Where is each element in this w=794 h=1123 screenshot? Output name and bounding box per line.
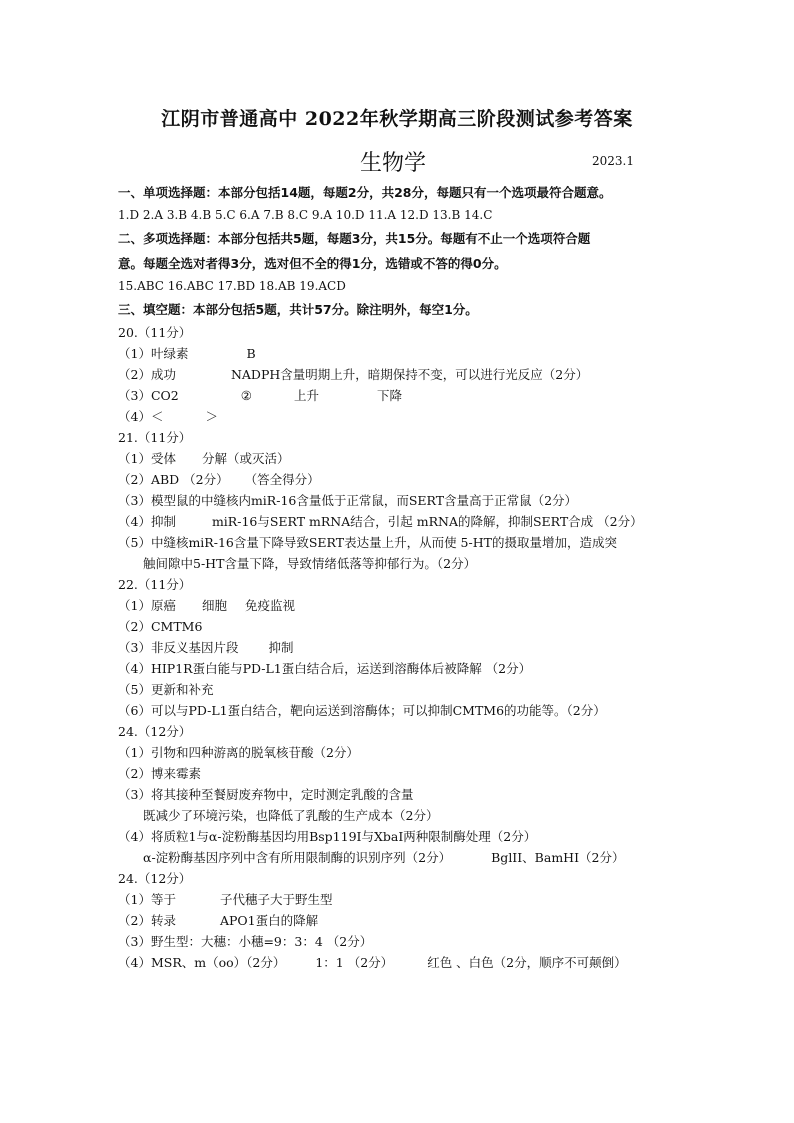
answer-line: （1）引物和四种游离的脱氧核苷酸（2分） [118, 745, 359, 760]
answer-text: ＞ [205, 409, 218, 424]
exam-date: 2023.1 [592, 154, 634, 168]
answer-line: （3）野生型：大穗：小穗=9：3：4 （2分） [118, 934, 373, 949]
answer-line [118, 343, 683, 364]
answer-text: 红色 、白色（2分，顺序不可颠倒） [427, 955, 627, 970]
answer-line [118, 511, 683, 532]
section1-heading: 一、单项选择题：本部分包括14题，每题2分，共28分，每题只有一个选项最符合题意。 [118, 185, 612, 200]
answer-line: （4）HIP1R蛋白能与PD-L1蛋白结合后，运送到溶酶体后被降解 （2分） [118, 661, 532, 676]
answer-line [118, 889, 683, 910]
section3-heading: 三、填空题：本部分包括5题，共计57分。除注明外，每空1分。 [118, 302, 478, 317]
answer-line: （6）可以与PD-L1蛋白结合，靶向运送到溶酶体；可以抑制CMTM6的功能等。（2分） [118, 703, 606, 718]
answer-line [118, 595, 683, 616]
answer-text: 上升 [293, 388, 319, 403]
answer-line [118, 910, 683, 931]
answer-text: α-淀粉酶基因序列中含有所用限制酶的识别序列（2分） [143, 850, 452, 865]
question-title: 24.（12分） [118, 724, 192, 739]
answer-text: （1）受体 [118, 451, 176, 466]
answer-text: （1）等于 [118, 892, 176, 907]
answer-line: （3）模型鼠的中缝核内miR-16含量低于正常鼠，而SERT含量高于正常鼠（2分） [118, 493, 578, 508]
answer-line: （5）中缝核miR-16含量下降导致SERT表达量上升，从而使 5-HT的摄取量增加，造成突 [118, 535, 617, 550]
answer-line [118, 448, 683, 469]
answer-text: 子代穗子大于野生型 [219, 892, 333, 907]
subject-title: 生物学 [360, 151, 427, 176]
answer-text: （4）抑制 [118, 514, 176, 529]
answer-text: （2）ABD （2分） [118, 472, 229, 487]
answer-text: （1）叶绿素 [118, 346, 189, 361]
answer-line [118, 952, 683, 973]
section2-answers: 15.ABC 16.ABC 17.BD 18.AB 19.ACD [118, 279, 346, 293]
answer-text: 抑制 [268, 640, 294, 655]
answer-text: （4）MSR、m（oo）（2分） [118, 955, 286, 970]
answer-line [118, 847, 683, 868]
answer-text: miR-16与SERT mRNA结合，引起 mRNA的降解，抑制SERT合成 （2分） [211, 514, 643, 529]
answer-text: ② [240, 388, 252, 403]
question-title: 20.（11分） [118, 325, 192, 340]
answer-text: （3）非反义基因片段 [118, 640, 239, 655]
answer-text: （2）成功 [118, 367, 176, 382]
question-title: 21.（11分） [118, 430, 192, 445]
answer-line: （2）CMTM6 [118, 619, 203, 634]
answer-line [118, 469, 683, 490]
answer-text: APO1蛋白的降解 [219, 913, 319, 928]
section1-answers: 1.D 2.A 3.B 4.B 5.C 6.A 7.B 8.C 9.A 10.D 11.A 12.D 13.B 14.C [118, 208, 493, 222]
answer-line: 既减少了环境污染，也降低了乳酸的生产成本（2分） [143, 808, 439, 823]
answer-text: 1：1 （2分） [315, 955, 394, 970]
section2-heading-line2: 意。每题全选对者得3分，选对但不全的得1分，选错或不答的得0分。 [118, 256, 507, 271]
answer-text: 下降 [376, 388, 402, 403]
answer-line: （2）博来霉素 [118, 766, 201, 781]
answer-text: BglII、BamHⅠ（2分） [491, 850, 625, 865]
page-title: 江阴市普通高中 2022年秋学期高三阶段测试参考答案 [161, 108, 633, 130]
answer-line [118, 637, 683, 658]
answer-text: （答全得分） [244, 472, 320, 487]
answer-text: （4）＜ [118, 409, 164, 424]
answer-text: （2）转录 [118, 913, 176, 928]
answer-content [118, 180, 683, 973]
answer-line [118, 406, 683, 427]
answer-line: （3）将其接种至餐厨废弃物中，定时测定乳酸的含量 [118, 787, 414, 802]
answer-text: （3）CO2 [118, 388, 179, 403]
answer-line: （5）更新和补充 [118, 682, 214, 697]
answer-line [118, 364, 683, 385]
answer-text: 细胞 [201, 598, 227, 613]
question-title: 22.（11分） [118, 577, 192, 592]
answer-text: NADPH含量明期上升，暗期保持不变，可以进行光反应（2分） [230, 367, 589, 382]
answer-text: 分解（或灭活） [201, 451, 290, 466]
answer-line [118, 385, 683, 406]
answer-text: 免疫监视 [244, 598, 295, 613]
section2-heading-line1: 二、多项选择题：本部分包括共5题，每题3分，共15分。每题有不止一个选项符合题 [118, 231, 591, 246]
answer-line: 触间隙中5-HT含量下降，导致情绪低落等抑郁行为。（2分） [143, 556, 477, 571]
question-title: 24.（12分） [118, 871, 192, 886]
answer-text: （1）原癌 [118, 598, 176, 613]
answer-line: （4）将质粒1与α-淀粉酶基因均用Bsp119Ⅰ与XbaⅠ两种限制酶处理（2分） [118, 829, 537, 844]
answer-text: B [246, 346, 256, 361]
